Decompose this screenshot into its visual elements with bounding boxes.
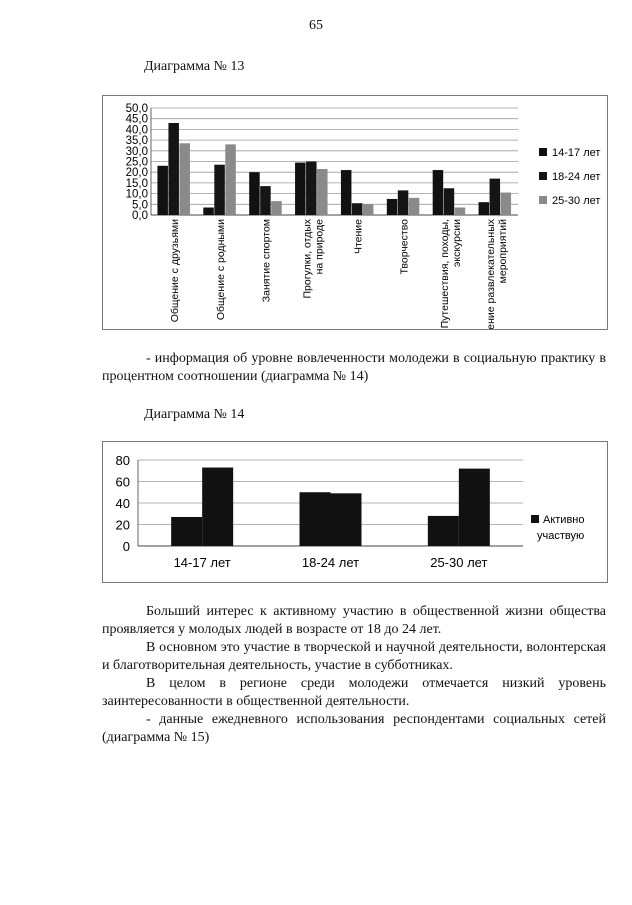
legend-swatch [539,196,547,204]
bar-2 [490,179,501,215]
bar-2 [306,162,317,216]
diagram-13-caption: Диаграмма № 13 [144,59,245,74]
x-category-label: 18-24 лет [301,555,360,570]
y-tick-label: 50,0 [125,103,148,115]
paragraph-intro-15: - данные ежедневного использования респондентами социальных сетей (диаграмма № 15) [102,712,606,745]
paragraph-low-level: В целом в регионе среди молодежи отмечается низкий уровень заинтересованности в общественной деятельности. [102,676,606,709]
bar-2 [459,469,490,546]
bar-3 [363,204,374,215]
bar-1 [171,517,202,546]
diagram-14-chart [102,441,608,583]
bar-2 [352,203,363,215]
x-category-label: 14-17 лет [173,555,231,570]
legend-label: 25-30 лет [552,195,601,207]
bar-1 [249,172,260,215]
legend-swatch [531,515,539,523]
x-category-label-line: экскурсии [451,219,464,267]
bar-3 [455,208,466,215]
x-category-label-line: Общение с родными [214,219,227,321]
bar-1 [387,199,398,215]
bar-1 [428,516,459,546]
y-tick-label: 80 [115,453,130,468]
x-category-label [485,218,509,329]
y-tick-label: 20 [115,517,130,533]
x-category-label-line: Посещение развлекательных [485,219,498,329]
diagram-13-chart [102,95,608,330]
paragraph-participation: В основном это участие в творческой и научной деятельности, волонтерская и благотворительная деятельность, участие в субботниках. [102,640,606,673]
bar-2 [168,123,179,215]
body-text [102,603,606,747]
diagram-13-svg [103,96,607,329]
paragraph-intro-14-text: - информация об уровне вовлеченности молодежи в социальную практику в процентном соотношении (диаграмма № 14) [102,351,606,384]
page-number: 65 [309,18,323,33]
x-category-label-line: Прогулки, отдых [301,219,314,299]
legend-label-line: Активно [543,514,585,526]
x-category-label [352,219,364,254]
x-category-label-line: на природе [313,219,326,275]
y-tick-label: 10,0 [125,188,148,201]
legend-label [537,514,585,542]
paragraph-intro-14 [102,350,606,386]
x-category-label [215,219,227,320]
x-category-label [398,219,410,275]
y-tick-label: 0 [122,539,130,554]
bar-2 [202,468,233,546]
bar-1 [433,170,444,215]
bar-1 [203,208,214,215]
bar-1 [341,170,352,215]
x-category-label-line: Занятие спортом [260,219,273,303]
y-tick-label: 5,0 [132,199,148,212]
bar-1 [157,166,168,215]
y-tick-label: 60 [115,474,130,490]
legend-swatch [539,148,547,156]
bar-1 [295,163,306,215]
diagram-14-caption: Диаграмма № 14 [144,407,245,422]
legend-label: 18-24 лет [552,171,601,183]
diagram-14-svg [103,442,607,582]
y-tick-label: 40 [115,496,130,511]
legend-label: 14-17 лет [552,147,601,159]
bar-1 [300,492,331,546]
bar-3 [271,201,282,215]
x-category-label [261,219,273,302]
y-tick-label: 25,0 [125,156,148,169]
y-tick-label: 0,0 [132,210,148,222]
y-tick-label: 40,0 [125,124,148,137]
bar-1 [479,202,490,215]
bar-3 [179,143,190,215]
bar-3 [317,169,328,215]
legend-label-line: участвую [537,530,585,542]
x-category-label: 25-30 лет [430,555,488,570]
x-category-label-line: Путешествия, походы, [439,219,452,329]
bar-2 [331,493,362,546]
x-category-label-line: Чтение [352,219,365,255]
paragraph-interest: Больший интерес к активному участию в общественной жизни общества проявляется у молодых людей в возрасте от 18 до 24 лет. [102,604,606,637]
bar-2 [444,188,455,215]
legend-swatch [539,172,547,180]
x-category-label [439,219,463,328]
x-category-label-line: Общение с друзьями [168,219,181,323]
bar-2 [398,190,409,215]
y-tick-label: 30,0 [125,145,148,158]
y-tick-label: 20,0 [125,167,148,180]
x-category-label [302,218,326,298]
bar-3 [501,193,512,215]
y-tick-label: 45,0 [125,113,148,126]
bar-2 [260,186,271,215]
bar-3 [225,144,236,215]
x-category-label-line: Творчество [398,219,411,275]
y-tick-label: 15,0 [125,177,148,190]
y-tick-label: 35,0 [125,135,148,148]
x-category-label [169,219,181,322]
x-category-label-line: мероприятий [497,219,510,284]
bar-3 [409,198,420,215]
bar-2 [214,165,225,215]
